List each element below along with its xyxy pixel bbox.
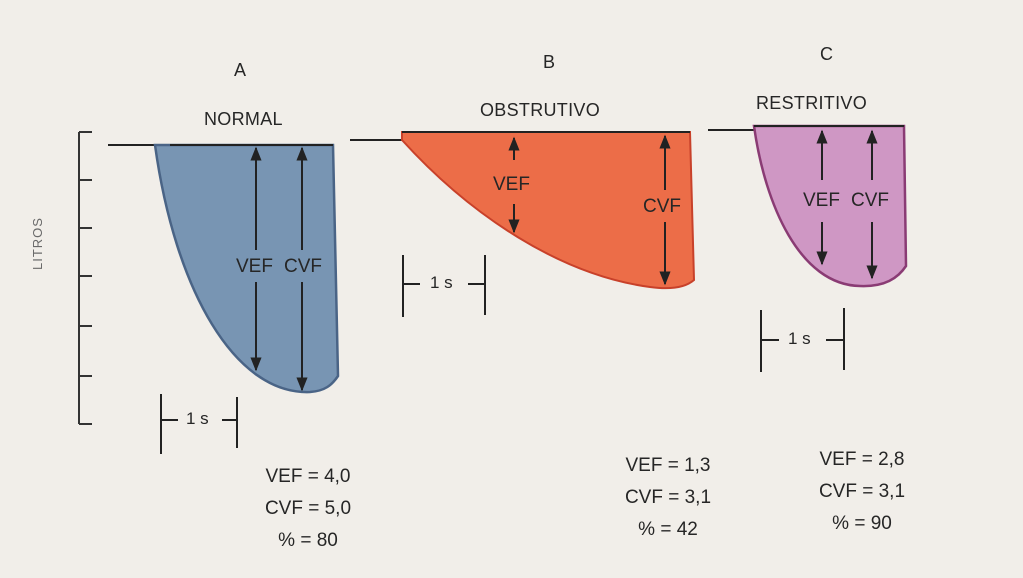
obstructive-time-scale-label: 1 s — [430, 273, 453, 292]
obstructive-cvf-result: CVF = 3,1 — [624, 487, 712, 508]
y-axis — [79, 132, 92, 424]
restrictive-time-scale-label: 1 s — [788, 329, 811, 348]
normal-curve — [108, 145, 338, 454]
restrictive-results — [797, 444, 927, 540]
obstructive-pct-result: % = 42 — [638, 519, 698, 540]
restrictive-pct-result: % = 90 — [832, 513, 892, 534]
normal-cvf-label: CVF — [284, 256, 322, 277]
panel-a-letter: A — [234, 60, 247, 80]
normal-cvf-result: CVF = 5,0 — [264, 498, 352, 519]
restrictive-title: RESTRITIVO — [756, 93, 868, 113]
obstructive-cvf-label: CVF — [643, 196, 681, 217]
obstructive-curve — [350, 132, 694, 317]
restrictive-vef-label: VEF — [803, 190, 840, 211]
obstructive-vef-label: VEF — [493, 174, 530, 195]
restrictive-vef-result: VEF = 2,8 — [819, 449, 905, 470]
obstructive-title: OBSTRUTIVO — [480, 100, 601, 120]
obstructive-vef-result: VEF = 1,3 — [625, 455, 711, 476]
normal-title: NORMAL — [204, 109, 283, 129]
restrictive-cvf-label: CVF — [851, 190, 889, 211]
normal-pct-result: % = 80 — [278, 530, 338, 551]
panel-c-letter: C — [820, 44, 833, 64]
panel-b-letter: B — [543, 52, 556, 72]
restrictive-cvf-result: CVF = 3,1 — [818, 481, 906, 502]
normal-vef-result: VEF = 4,0 — [265, 466, 351, 487]
normal-results — [243, 461, 373, 557]
y-axis-label: LITROS — [30, 217, 45, 270]
normal-vef-label: VEF — [236, 256, 273, 277]
obstructive-results — [603, 450, 733, 546]
normal-time-scale-label: 1 s — [186, 409, 209, 428]
